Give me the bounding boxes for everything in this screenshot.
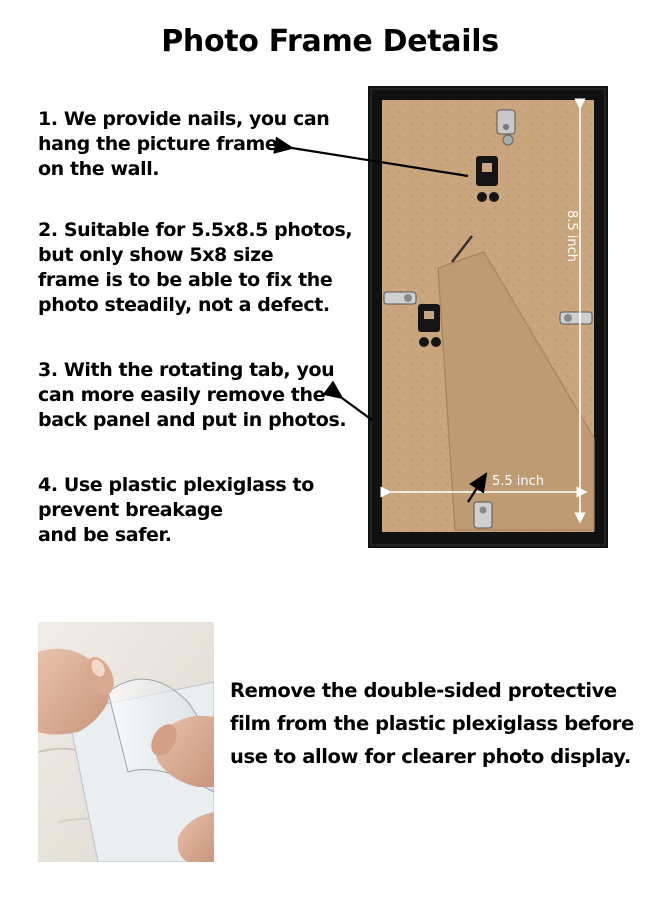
caption-line: use to allow for clearer photo display.	[230, 745, 631, 768]
note-line: 1. We provide nails, you can	[38, 108, 330, 130]
note-line: but only show 5x8 size	[38, 244, 274, 266]
film-removal-caption	[230, 674, 650, 773]
note-line: 4. Use plastic plexiglass to	[38, 474, 314, 496]
note-line: 3. With the rotating tab, you	[38, 359, 335, 381]
note-line: frame is to be able to fix the	[38, 269, 333, 291]
caption-line: Remove the double-sided protective	[230, 679, 617, 702]
film-peeling-photo	[38, 622, 214, 862]
page-title: Photo Frame Details	[161, 24, 499, 59]
caption-line: film from the plastic plexiglass before	[230, 712, 634, 735]
note-line: back panel and put in photos.	[38, 409, 347, 431]
turn-clip-right	[560, 312, 592, 324]
note-line: prevent breakage	[38, 499, 223, 521]
note-line: on the wall.	[38, 158, 160, 180]
note-line: can more easily remove the	[38, 384, 326, 406]
turn-clip-bottom	[474, 502, 492, 528]
note-line: hang the picture frame	[38, 133, 278, 155]
height-label: 8.5 inch	[564, 209, 579, 263]
note-line: photo steadily, not a defect.	[38, 294, 330, 316]
note-line: 2. Suitable for 5.5x8.5 photos,	[38, 219, 353, 241]
note-line: and be safer.	[38, 524, 172, 546]
width-label: 5.5 inch	[492, 474, 545, 489]
turn-clip-left	[384, 292, 416, 304]
arrow-to-kickstand	[342, 398, 372, 420]
